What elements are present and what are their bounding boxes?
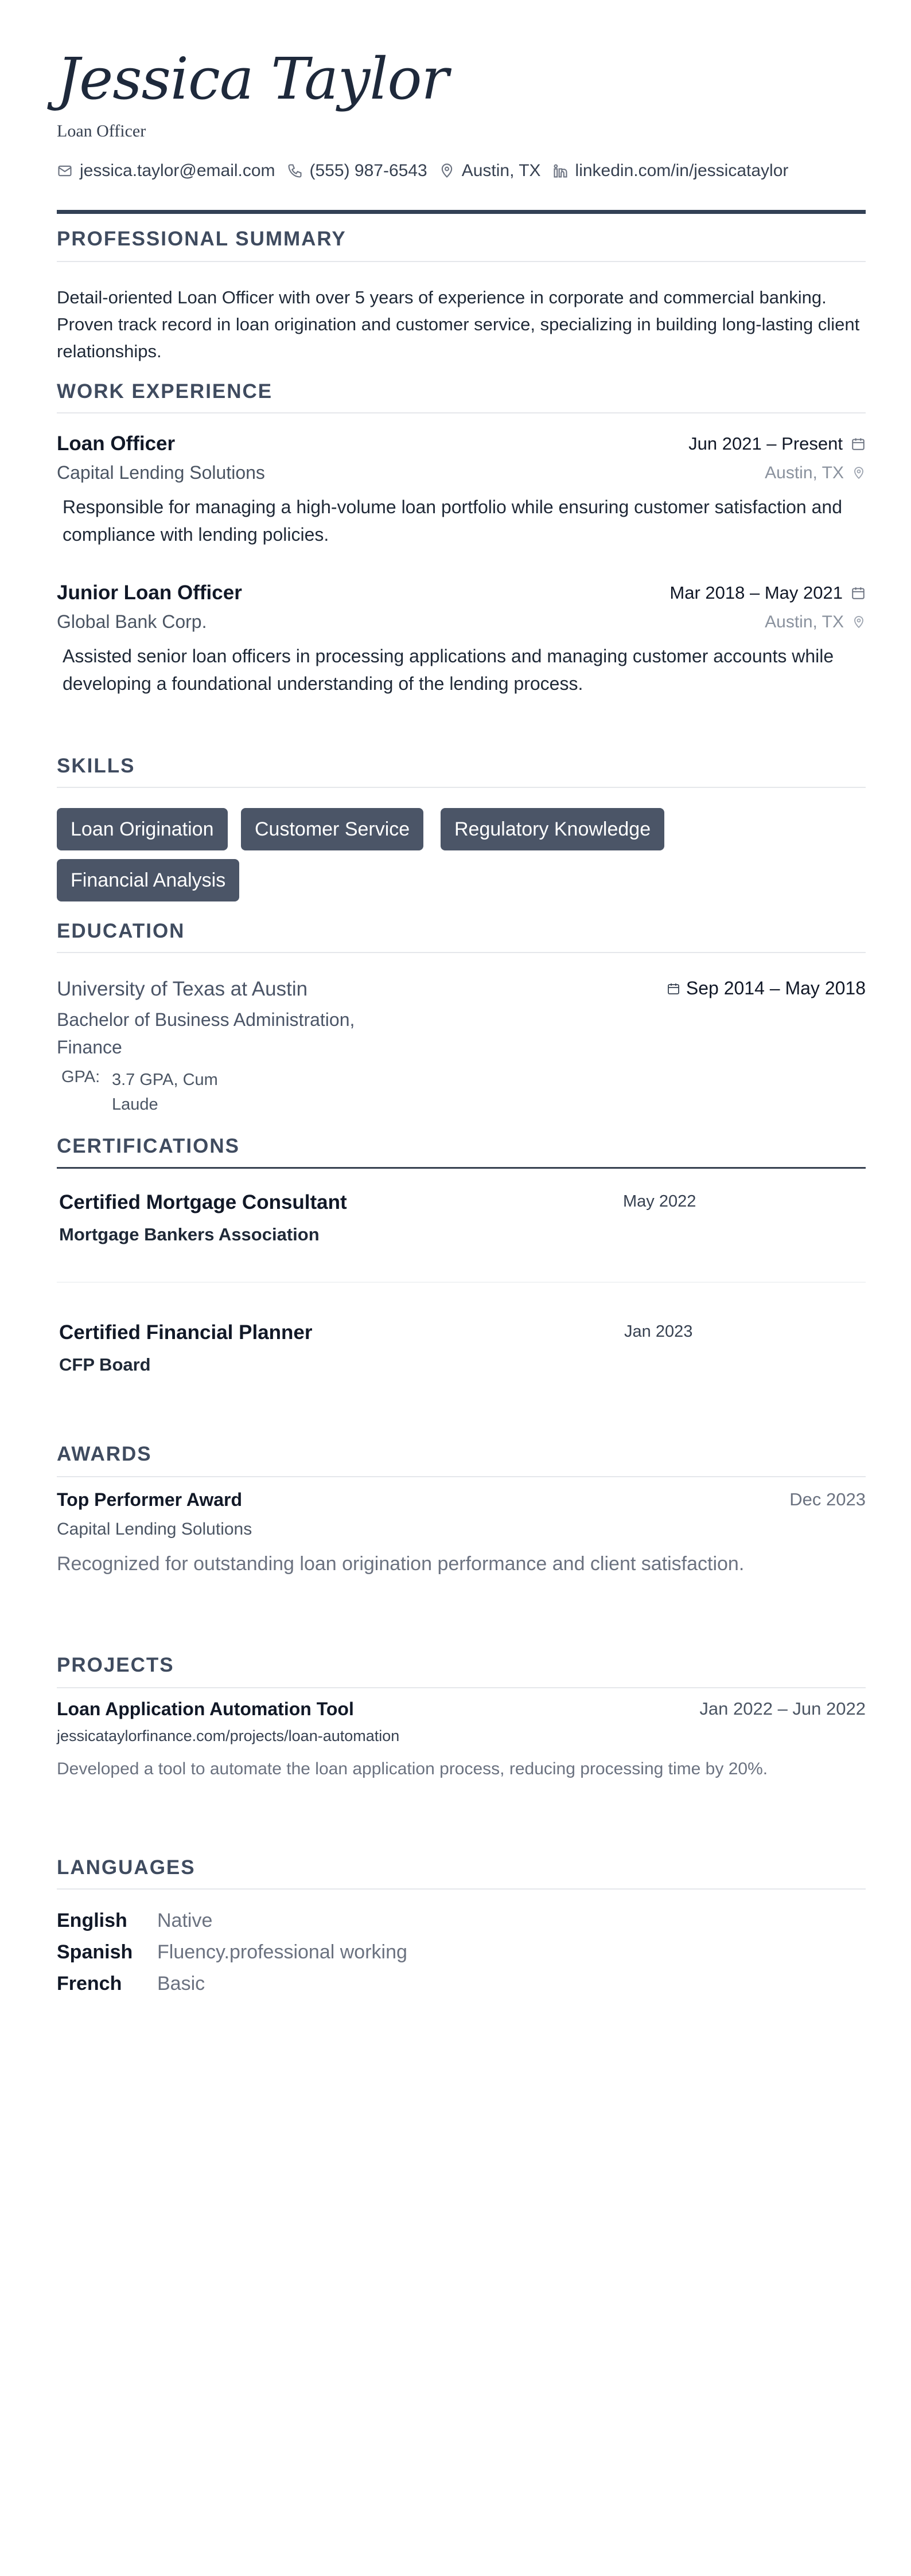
email-text: jessica.taylor@email.com xyxy=(80,161,275,180)
certification-date: May 2022 xyxy=(623,1192,696,1211)
skill-tag: Regulatory Knowledge xyxy=(441,808,664,850)
job-location-text: Austin, TX xyxy=(765,612,844,631)
section-divider xyxy=(57,412,866,413)
education-degree: Bachelor of Business Administration, Finance xyxy=(57,1009,355,1057)
section-divider xyxy=(57,952,866,953)
linkedin-icon xyxy=(552,163,569,179)
certification-issuer: Mortgage Bankers Association xyxy=(59,1224,320,1244)
contact-email[interactable] xyxy=(57,161,275,181)
job-location xyxy=(765,463,866,483)
award-date: Dec 2023 xyxy=(789,1489,866,1509)
job-dates xyxy=(669,583,866,603)
skill-tag: Loan Origination xyxy=(57,808,228,850)
section-divider xyxy=(57,1476,866,1477)
phone-icon xyxy=(287,163,303,179)
language-name: Spanish xyxy=(57,1941,133,1963)
job-company: Capital Lending Solutions xyxy=(57,462,265,483)
education-gpa: 3.7 GPA, Cum Laude xyxy=(112,1071,218,1114)
section-divider xyxy=(57,1888,866,1890)
job-description: Assisted senior loan officers in processing applications and managing customer accounts while developing a foundational understanding of the lending process. xyxy=(63,646,834,694)
language-level: Native xyxy=(157,1910,213,1931)
calendar-icon xyxy=(851,436,866,451)
award-description: Recognized for outstanding loan origination performance and client satisfaction. xyxy=(57,1553,745,1575)
project-dates: Jan 2022 – Jun 2022 xyxy=(699,1699,866,1719)
section-title-projects: PROJECTS xyxy=(57,1654,174,1676)
section-title-experience: WORK EXPERIENCE xyxy=(57,380,273,403)
certification-name: Certified Financial Planner xyxy=(59,1321,313,1344)
linkedin-text: linkedin.com/in/jessicataylor xyxy=(575,161,789,180)
education-dates-text: Sep 2014 – May 2018 xyxy=(686,978,866,998)
certification-issuer: CFP Board xyxy=(59,1355,151,1375)
contact-row xyxy=(57,161,800,181)
mail-icon xyxy=(57,163,73,179)
map-pin-icon xyxy=(852,615,866,629)
location-text: Austin, TX xyxy=(461,161,541,180)
job-description: Responsible for managing a high-volume loan portfolio while ensuring customer satisfaction and compliance with lending policies. xyxy=(63,497,842,545)
map-pin-icon xyxy=(439,163,455,179)
section-title-certifications: CERTIFICATIONS xyxy=(57,1135,240,1157)
job-dates xyxy=(688,434,866,454)
summary-text: Detail-oriented Loan Officer with over 5 years of experience in corporate and commercial banking. Proven track record in loan origination and customer service, specializing in building long-lasting client relationships. xyxy=(57,287,860,361)
contact-phone[interactable] xyxy=(287,161,427,181)
project-title: Loan Application Automation Tool xyxy=(57,1699,354,1719)
language-name: English xyxy=(57,1910,127,1931)
certification-name: Certified Mortgage Consultant xyxy=(59,1191,347,1213)
section-title-skills: SKILLS xyxy=(57,755,135,777)
project-link[interactable]: jessicataylorfinance.com/projects/loan-automation xyxy=(57,1727,400,1744)
certification-divider xyxy=(57,1282,866,1283)
contact-location xyxy=(439,161,541,181)
map-pin-icon xyxy=(852,466,866,480)
education-school: University of Texas at Austin xyxy=(57,978,308,1000)
candidate-name: Jessica Taylor xyxy=(57,45,449,112)
language-level: Fluency.professional working xyxy=(157,1941,407,1963)
job-location-text: Austin, TX xyxy=(765,463,844,482)
contact-linkedin[interactable] xyxy=(552,161,789,181)
calendar-icon xyxy=(667,982,680,996)
section-divider xyxy=(57,1167,866,1169)
skill-tag: Financial Analysis xyxy=(57,859,239,901)
skill-tag: Customer Service xyxy=(241,808,423,850)
section-divider xyxy=(57,1687,866,1688)
certification-date: Jan 2023 xyxy=(624,1322,693,1341)
header-divider xyxy=(57,210,866,214)
education-dates xyxy=(667,978,866,999)
phone-text: (555) 987-6543 xyxy=(309,161,427,180)
job-title: Loan Officer xyxy=(57,432,176,455)
job-title: Junior Loan Officer xyxy=(57,581,242,604)
job-dates-text: Jun 2021 – Present xyxy=(688,434,843,454)
award-organization: Capital Lending Solutions xyxy=(57,1520,252,1539)
job-company: Global Bank Corp. xyxy=(57,611,207,632)
section-title-languages: LANGUAGES xyxy=(57,1856,196,1879)
section-title-summary: PROFESSIONAL SUMMARY xyxy=(57,228,347,250)
language-level: Basic xyxy=(157,1973,205,1995)
section-title-education: EDUCATION xyxy=(57,920,185,942)
section-title-awards: AWARDS xyxy=(57,1443,152,1465)
language-name: French xyxy=(57,1973,122,1995)
award-title: Top Performer Award xyxy=(57,1489,243,1510)
candidate-title: Loan Officer xyxy=(57,122,146,140)
project-description: Developed a tool to automate the loan application process, reducing processing time by 20%. xyxy=(57,1759,768,1778)
job-location xyxy=(765,612,866,632)
education-gpa-label: GPA: xyxy=(61,1068,100,1086)
section-divider xyxy=(57,261,866,262)
job-dates-text: Mar 2018 – May 2021 xyxy=(669,583,843,603)
calendar-icon xyxy=(851,586,866,600)
section-divider xyxy=(57,787,866,788)
